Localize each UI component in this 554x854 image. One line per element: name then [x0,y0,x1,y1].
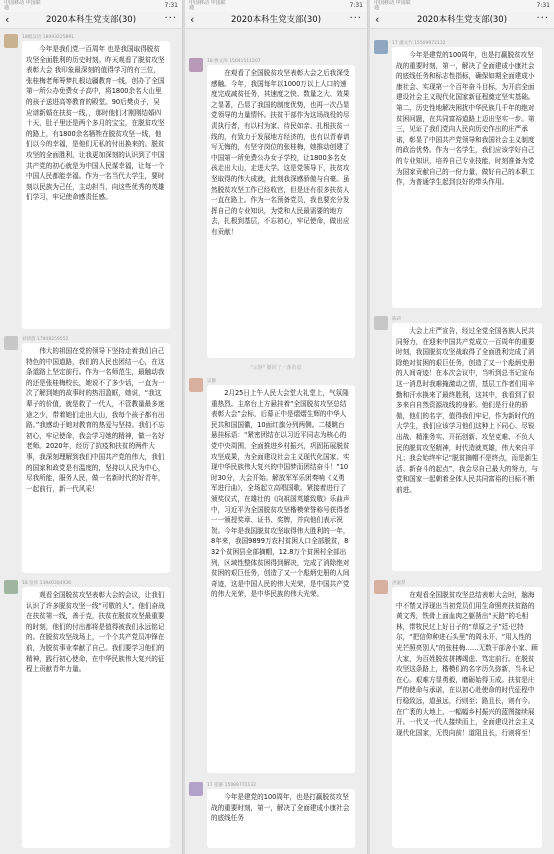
message-text: 今年是我们党一百周年 也是我国取得脱贫攻坚全面胜利的历史时刻。昨天观看了脱贫攻坚表彰大会 我印象最深刻的值得学习的有三位，张桂梅老师筹梦扎根边疆教育一线，创办了全国第一所公办免费女子高中，将1800余名大山里的孩子送进高等教育的殿堂。90后樊贞子，吴应谱新婚在扶贫一线，，那时他们才刚刚结婚四十天，肚子里还是两个多月的宝宝，在脱贫攻坚的路上，有1800余名牺牲在脱贫攻坚一线，他们以今的幸福，是他们无私的付出换来的。脱贫攻坚的全面胜利，让我更加深刻的认识到了中国共产党的初心就是为中国人民谋幸福，让每一个中国人民都能幸福。作为一名当代大学生，要时刻以民族为己任，主动担当，向这些优秀的英雄们学习，牢记使命感责任感。 [26,45,165,202]
avatar[interactable] [189,58,203,72]
chat-message [189,782,363,848]
message-text: 今年是建党的100周年，也是打赢脱贫攻坚战的重要时刻，第一，解决了全面建成小康社会的底线任务和标志性指标，确保如期全面建成小康社会、实现第一个百年奋斗目标，为开启全面建设社会主义现代化国家新征程奠定坚实基础。第二，历史性地解决困扰中华民族几千年的绝对贫困问题，在共同富裕道路上迈出坚实一步。第三，见证了我们党向人民向历史作出的庄严承诺，彰显了中国共产党领导和我国社会主义制度的政治优势。作为一名学生，我们应该学好自己的专业知识，培养自己专业技能，时刻准备为党为国家贡献自己的一份力量，做好自己的本职工作，为普通学生起到良好的带头作用。 [396,51,535,187]
message-bubble[interactable] [207,65,355,358]
sender-name: 18 曹文涛 15041511207 [207,59,261,64]
back-arrow-icon[interactable]: ‹ [190,13,195,26]
sender-name: 吴静 [207,379,216,384]
status-bar [370,0,554,12]
message-text: 2月25日上午人民大会堂大礼堂上，气氛隆重热烈。主席台上方悬挂着“全国脱贫攻坚总结表彰大会”会标，后幕正中是熠熠生辉的中华人民共和国国徽，10面红旗分列两侧。二楼眺台悬挂标语：“紧密团结在以习近平同志为核心的党中央周围，全面推进乡村振兴，巩固拓展脱贫攻坚成果，为全面建设社会主义现代化国家、实现中华民族伟大复兴的中国梦而团结奋斗！”10时30分，大会开始。解放军军乐团奏响《义勇军进行曲》，全场起立高唱国歌。紧接着进行了颁奖仪式，在雄壮的《向祖国英雄致敬》乐曲声中，习近平为全国脱贫攻坚楷模荣誉称号获得者一一颁授奖章、证书、奖牌，并向他们表示祝贺。今年是我国脱贫攻坚取得伟大胜利的一年，8年来，我国9899万农村贫困人口全部脱贫，832个贫困县全部摘帽，12.8万个贫困村全部出列，区域性整体贫困得到解决，完成了消除绝对贫困的艰巨任务，创造了又一个彪炳史册的人间奇迹，这是中国人民的伟大光荣，是中国共产党的伟大光荣，是中华民族的伟大光荣。 [211,389,350,599]
sender-name: 18 仪侦 13940304936 [22,581,72,586]
back-arrow-icon[interactable]: ‹ [5,13,10,26]
message-bubble[interactable] [207,385,355,773]
chat-message [189,58,363,358]
sender-name: 陈莉 [392,317,401,322]
chat-header [0,12,182,29]
chat-message [374,316,550,571]
sender-name: 刘倩倩 17808259552 [22,337,69,342]
chat-message [4,580,178,848]
message-bubble[interactable] [22,587,170,848]
more-options-icon[interactable]: ··· [164,13,177,24]
avatar[interactable] [189,782,203,796]
chat-message [4,336,178,573]
message-text: 在观看了全国脱贫攻坚表彰大会之后我深受感触。今年，我国每年以1000万以上人口的速度完成减贫任务，其速度之快、数量之大、效果之显著，凸显了我国的制度优势，也再一次凸显党领导的力量情怀。扶贫干部作为这场战役的尽责执行者，有以村为家、待民如亲、扎根扶贫一线的，有致力于发展地方经济的，也有以青春谱写无悔的，有坚守岗位的张桂梅，她推动创建了中国第一所免费公办女子学校，让1800多名女孩走出大山，走进大学。这是党领导下，扶贫攻坚取得的伟大成就，此刻我深感骄傲与自豪。虽然脱贫攻坚工作已经收官，但是还有很多扶贫人一直在路上。作为一名预备党员，我也要充分发挥自己的专业知识，为党和人民最需要的地方去，扎根到基层，不忘初心，牢记使命，做出应有贡献！ [211,69,350,236]
sender-name: 洪嘉梦 [392,581,406,586]
message-text: 伟大的祖国在党的领导下坚持走着我们自己特色的中国道路，我们的人民也团结一心，在这条道路上坚定前行。作为一名师范生，最触动我的还是张桂梅校长，她说不了多少话，一直为一次了解到她的故事时的热泪盈眶，她说，“我这辈子的价值，就是救了一代人，不管教量最多迷途之少，带着她们走出大山，我每个孩子都有出路。”我感动于她对教育的热爱与坚持。我们不忘初心，牢记使命，我会学习她的精神，做一名好老师。2020年，经历了抗疫和扶贫的两件大事，我深刻理解到我们中国共产党的伟大，我们的国家和政党是有温度的，坚持以人民为中心，尽我所能，服务人民，做一名新时代的好青年，一起前行，新一代风采！ [26,347,165,493]
carrier-label: 中国移动 中国联通 [4,0,41,11]
back-arrow-icon[interactable]: ‹ [375,13,380,26]
avatar[interactable] [4,336,18,350]
chat-message [374,40,550,308]
more-options-icon[interactable]: ··· [536,13,549,24]
message-bubble[interactable] [22,41,170,329]
recall-notice: "宗静" 撤回了一条消息 [250,365,302,371]
chat-panel-3 [370,0,554,854]
sender-name: 17 张静 15089772132 [207,783,257,788]
message-bubble[interactable] [207,789,355,848]
chat-message [4,34,178,329]
carrier-label: 中国移动 中国联通 [189,0,226,11]
message-bubble[interactable] [392,587,542,848]
message-bubble[interactable] [22,343,170,573]
message-text: 大会上庄严宣告，经过全党全国各族人民共同努力，在迎来中国共产党成立一百周年的重要时刻，我国脱贫攻坚战取得了全面胜利完成了消除绝对贫困的艰巨任务，创造了又一个彪炳史册的人间奇迹！在本次会议中，当听到总书记宣布这一消息时我难掩激动之情，基层工作者们用辛勤和汗水换来了最终胜利，这其中，我看到了很多来自自然资源战线的身影。他们是行业的骄傲，他们的名字，值得我们牢记，作为新时代的大学生，我们应该学习他们这种上下同心、尽锐出战、精准务实、开拓创新、攻坚克难、不负人民的脱贫攻坚精神，时代造就英雄，伟大来自平凡；我会始终牢记“脱贫摘帽不是终点，而是新生活、新奋斗的起点”，我会尽自己最大的努力，与党和国家一起朝着全体人民共同富裕的目标不断前进。 [396,327,538,494]
group-title: 2020本科生党支部(30) [416,15,508,25]
avatar[interactable] [4,580,18,594]
chat-panel-2 [185,0,368,854]
message-text: 今年是建党的100周年，也是打赢脱贫攻坚战的重要时刻，第一，解决了全面建成小康社会的底线任务 [211,793,350,823]
carrier-label: 中国移动 中国联通 [374,0,411,11]
sender-name: 17 潘文竹 15509972132 [392,41,446,46]
clock: 7:31 [349,2,363,9]
avatar[interactable] [374,580,388,594]
clock: 7:31 [536,2,550,9]
chat-message [189,378,363,773]
more-options-icon[interactable]: ··· [349,13,362,24]
chat-header [185,12,367,29]
group-title: 2020本科生党支部(30) [230,15,322,25]
message-bubble[interactable] [392,323,542,571]
message-text: 在观看全国脱贫攻坚总结表彰大会时，脑海中不禁又浮现出当初党员们用生命照亮扶贫路的黄文秀，铁骨上面血肉之躯凿出“天路”的毛相林，带牧民过上好日子的“草原之子”廷·巴特尔，“把信仰种进石头里”的周永开，“用人性的光芒照亮别人”的张桂梅……无数干部舍小家、顾大家，为百姓脱贫拼搏竭虑、笃定前行。在脱贫攻坚这条路上，楷模们的名字历久弥新，当永记在心。艰难方显勇毅，磨砺始得玉成。扶贫是庄严的使命与承诺，在以初心赴使命的时代征程中行稳致远，道虽远，行则至；路且长，则有今。在广袤的大地上，一幅幅乡村振兴的蓝图接续展开。一代又一代人接续而上，全面建设社会主义现代化国家，无畏向前！道阻且长，行则将至！ [396,591,538,737]
avatar[interactable] [189,378,203,392]
message-bubble[interactable] [392,47,542,308]
sender-name: 18级汉语 18093225891 [22,35,75,40]
avatar[interactable] [374,316,388,330]
message-text: 观看全国脱贫攻坚表彰大会的会议，让我们认识了许多脱贫攻坚一线“可敬的人”。他们奋战在扶贫第一线，善于克，扶贫在脱贫攻坚最重要的时刻，他们的付出都将是值得被我们永远铭记的。在脱贫攻坚战场上，一个个共产党员冲锋在前，为脱贫事业奉献了自己。我们要学习他们的精神，践行初心使命，在中华民族伟大复兴的征程上贡献青年力量。 [26,591,165,674]
chat-message [374,580,550,848]
group-title: 2020本科生党支部(30) [45,15,137,25]
chat-panel-1 [0,0,183,854]
avatar[interactable] [4,34,18,48]
avatar[interactable] [374,40,388,54]
status-bar [185,0,367,12]
chat-header [370,12,554,29]
clock: 7:31 [164,2,178,9]
status-bar [0,0,182,12]
